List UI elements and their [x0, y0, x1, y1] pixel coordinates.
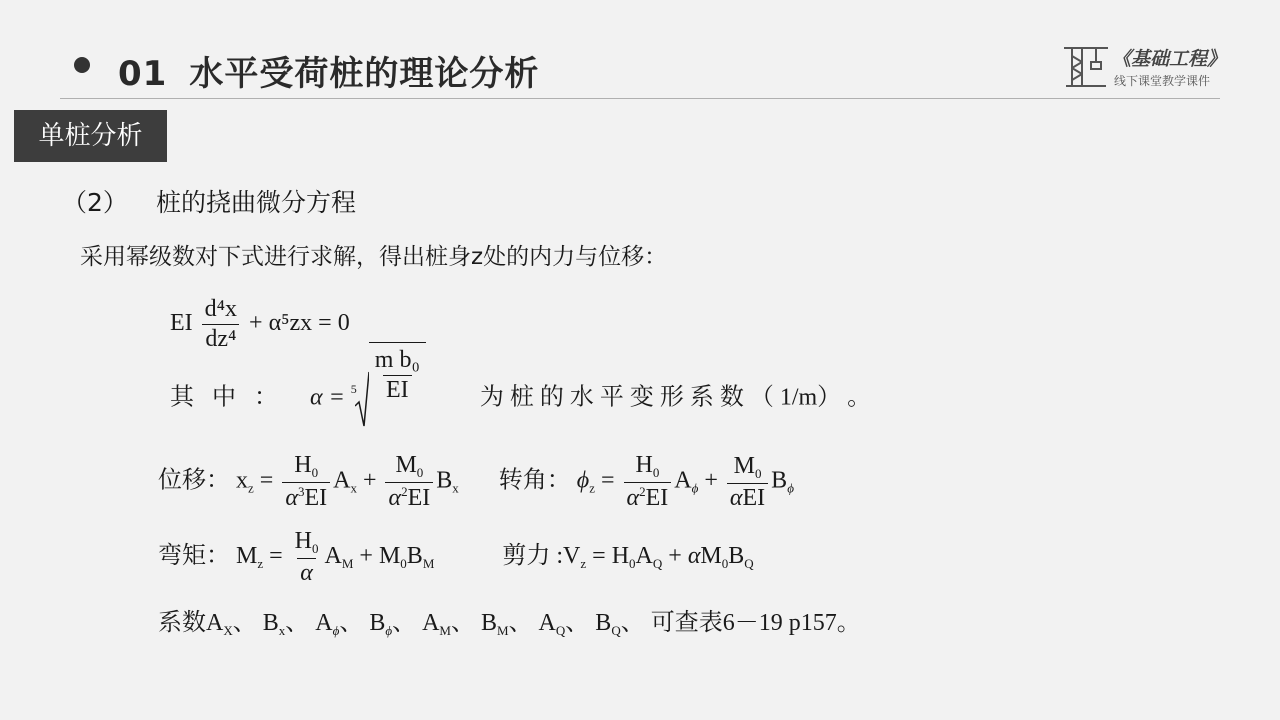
ode-fraction: $\frac{\text{d⁴x}}{\text{dz⁴}}$ [202, 296, 240, 353]
moment-label: 弯矩： [158, 543, 230, 570]
shear-label: 剪力 [502, 543, 551, 570]
alpha-definition [170, 347, 872, 428]
moment-shear-row: 弯矩： $M_z$ = $\frac{H_0}{\alpha}$ $A_M + M_0B_M$ 剪力 $:V_z = H_0A_Q + \alpha M_0B_Q$ [158, 528, 754, 586]
ode-lhs: EI [170, 310, 193, 337]
ode-rest: + α⁵zx = 0 [249, 310, 350, 337]
subsection-title: 桩的挠曲微分方程 [156, 188, 357, 217]
coef-prefix: 系数 [158, 610, 206, 636]
crane-icon [1062, 42, 1110, 88]
header-divider [60, 98, 1220, 99]
logo-title: 《基础工程》 [1112, 48, 1227, 70]
radical-sign [355, 370, 369, 428]
displacement-label: 位移： [158, 467, 230, 494]
subsection-number: （2） [62, 188, 128, 217]
section-number: 01 [118, 54, 168, 94]
section-tag: 单桩分析 [14, 110, 167, 162]
coef-suffix: 可查表6－19 p157。 [650, 610, 861, 636]
coefficients-row: 系数$A_X$、 $B_x$、 $A_\phi$、 $B_\phi$、 $A_M$、 $B_M$、 $A_Q$、 $B_Q$、 可查表6－19 p157。 [158, 610, 861, 638]
section-title: 水平受荷桩的理论分析 [189, 54, 540, 94]
page-title [118, 46, 539, 95]
title-bullet [74, 57, 90, 73]
rotation-label: 转角： [498, 467, 571, 494]
alpha-description: 为 桩 的 水 平 变 形 系 数 （ 1/m） 。 [479, 384, 872, 411]
alpha-prefix: 其 中 ： [170, 384, 284, 411]
logo-subtitle: 线下课堂教学课件 [1114, 74, 1211, 88]
displacement-rotation-row: 位移： $x_z$ = $\frac{H_0}{\alpha^3EI}$ $A_x$ + $\frac{M_0}{\alpha^2EI}$ $B_x$ 转角： $\phi_z$ = $\frac{H_0}{\alpha^2EI}$ $A_\phi$ + $\frac{M_0}{\text{αEI}}$ $B_\phi$ [158, 452, 794, 511]
fifth-root: 5 $\frac{\text{m b₀}}{EI}$ [351, 370, 426, 428]
alpha-lhs: α = [310, 384, 345, 411]
intro-text: 采用幂级数对下式进行求解，得出桩身z处的内力与位移： [80, 244, 668, 270]
deflection-ode [170, 296, 350, 353]
